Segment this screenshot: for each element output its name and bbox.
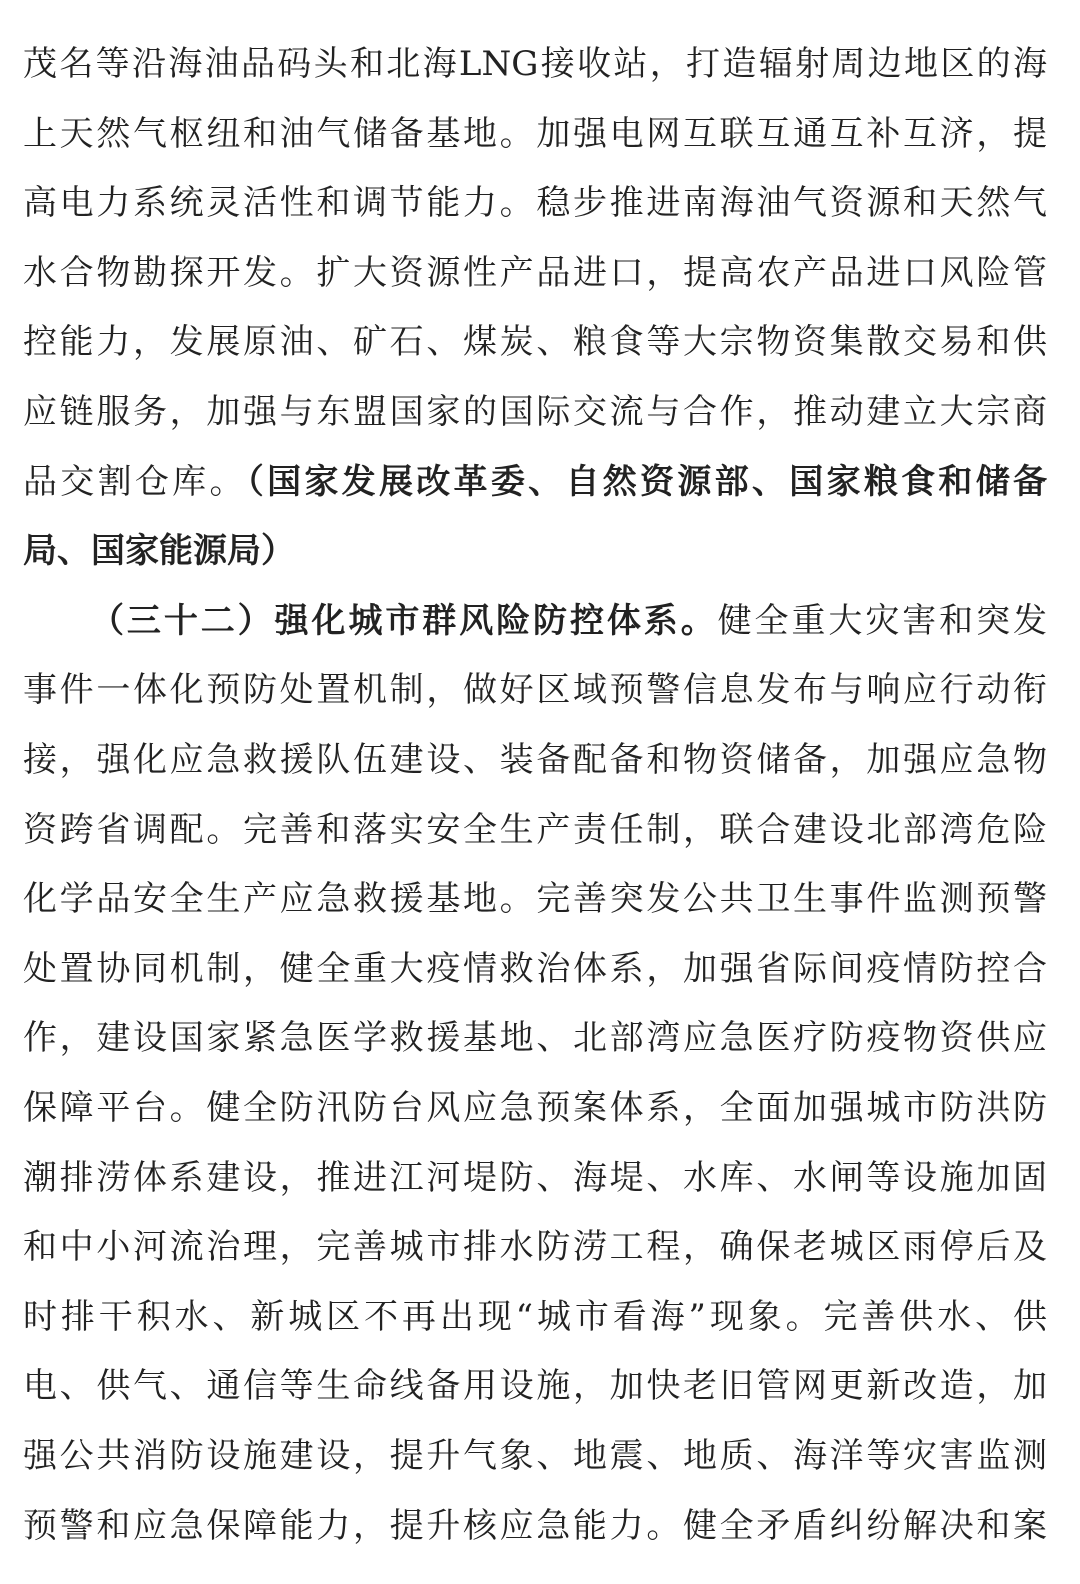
bold-text-segment: （三十二）强化城市群风险防控体系。: [90, 600, 718, 641]
text-line: [23, 39, 1047, 89]
text-segment: 上天然气枢纽和油气储备基地。加强电网互联互通互补互济，提: [23, 113, 1047, 154]
text-line: [23, 665, 1047, 715]
text-line: [23, 248, 1047, 298]
bold-text-segment: （国家发展改革委、自然资源部、国家粮食和储备: [246, 461, 1048, 502]
text-segment: 化学品安全生产应急救援基地。完善突发公共卫生事件监测预警: [23, 879, 1047, 920]
text-line: [23, 1361, 1047, 1411]
text-line: [23, 735, 1047, 785]
text-line: [23, 387, 1047, 437]
text-segment: 事件一体化预防处置机制，做好区域预警信息发布与响应行动衔: [23, 670, 1047, 711]
text-line: [23, 1013, 1047, 1063]
text-segment: 预警和应急保障能力，提升核应急能力。健全矛盾纠纷解决和案: [23, 1505, 1047, 1546]
text-line: [23, 1083, 1047, 1133]
text-segment: 处置协同机制，健全重大疫情救治体系，加强省际间疫情防控合: [23, 948, 1047, 989]
text-segment: 控能力，发展原油、矿石、煤炭、粮食等大宗物资集散交易和供: [23, 322, 1047, 363]
text-segment: 应链服务，加强与东盟国家的国际交流与合作，推动建立大宗商: [23, 392, 1047, 432]
text-line: [90, 596, 1047, 646]
text-segment: 强公共消防设施建设，提升气象、地震、地质、海洋等灾害监测: [23, 1436, 1047, 1476]
text-line: [23, 874, 1047, 924]
text-line: [23, 457, 1047, 507]
text-segment: 作，建设国家紧急医学救援基地、北部湾应急医疗防疫物资供应: [23, 1018, 1047, 1059]
text-line: [23, 1292, 1047, 1342]
text-segment: 高电力系统灵活性和调节能力。稳步推进南海油气资源和天然气: [23, 183, 1047, 224]
text-segment: 茂名等沿海油品码头和北海LNG接收站，打造辐射周边地区的海: [23, 44, 1047, 84]
text-segment: 潮排涝体系建设，推进江河堤防、海堤、水库、水闸等设施加固: [23, 1157, 1047, 1198]
text-segment: 电、供气、通信等生命线备用设施，加快老旧管网更新改造，加: [23, 1366, 1047, 1407]
text-line: [23, 178, 1047, 228]
bold-text-segment: 局、国家能源局）: [23, 531, 295, 572]
text-segment: 保障平台。健全防汛防台风应急预案体系，全面加强城市防洪防: [23, 1088, 1047, 1128]
text-line: [23, 805, 1047, 855]
text-line: [23, 317, 1047, 367]
text-segment: 和中小河流治理，完善城市排水防涝工程，确保老城区雨停后及: [23, 1227, 1047, 1268]
text-segment: 水合物勘探开发。扩大资源性产品进口，提高农产品进口风险管: [23, 252, 1047, 293]
text-line: [23, 1431, 1047, 1481]
text-segment: 资跨省调配。完善和落实安全生产责任制，联合建设北部湾危险: [23, 809, 1047, 850]
text-line: [23, 109, 1047, 159]
text-line: [23, 1222, 1047, 1272]
text-line: [23, 944, 1047, 994]
text-segment: 健全重大灾害和突发: [717, 600, 1047, 641]
text-segment: 时排干积水、新城区不再出现“城市看海”现象。完善供水、供: [23, 1296, 1047, 1337]
text-segment: 接，强化应急救援队伍建设、装备配备和物资储备，加强应急物: [23, 740, 1047, 780]
text-line: [23, 526, 1047, 576]
text-line: [23, 1153, 1047, 1203]
text-segment: 品交割仓库。: [23, 461, 247, 502]
text-line: [23, 1501, 1047, 1551]
